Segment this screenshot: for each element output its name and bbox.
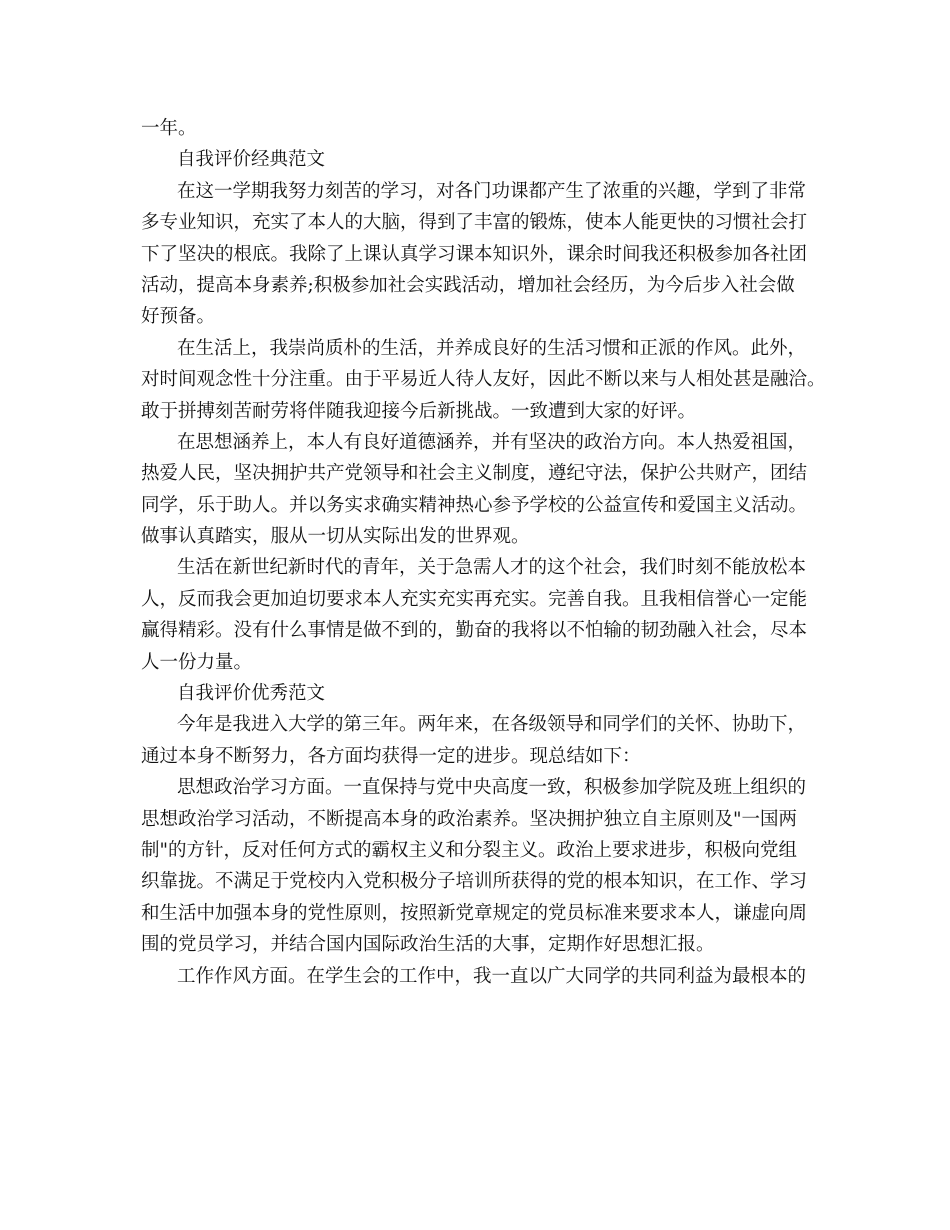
section-heading: 自我评价优秀范文	[177, 683, 326, 705]
text-line: 人一份力量。	[141, 651, 253, 673]
text-line: 围的党员学习，并结合国内国际政治生活的大事，定期作好思想汇报。	[141, 934, 715, 956]
text-line: 在这一学期我努力刻苦的学习，对各门功课都产生了浓重的兴趣，学到了非常	[177, 180, 807, 202]
text-line: 生活在新世纪新时代的青年，关于急需人才的这个社会，我们时刻不能放松本	[177, 557, 807, 579]
text-line: 和生活中加强本身的党性原则，按照新党章规定的党员标准来要求本人，谦虚向周	[141, 902, 808, 924]
text-line: 敢于拼搏刻苦耐劳将伴随我迎接今后新挑战。一致遭到大家的好评。	[141, 400, 697, 422]
text-line: 对时间观念性十分注重。由于平易近人待人友好，因此不断以来与人相处甚是融洽。	[141, 369, 826, 391]
text-line: 活动，提高本身素养;积极参加社会实践活动，增加社会经历，为今后步入社会做	[141, 274, 795, 296]
text-line: 在生活上，我崇尚质朴的生活，并养成良好的生活习惯和正派的作风。此外，	[177, 337, 807, 359]
text-line: 赢得精彩。没有什么事情是做不到的，勤奋的我将以不怕输的韧劲融入社会，尽本	[141, 620, 808, 642]
text-line: 今年是我进入大学的第三年。两年来，在各级领导和同学们的关怀、协助下，	[177, 714, 807, 736]
text-line: 一年。	[141, 118, 197, 139]
text-line: 织靠拢。不满足于党校内入党积极分子培训所获得的党的根本知识，在工作、学习	[141, 871, 808, 893]
text-line: 制"的方针，反对任何方式的霸权主义和分裂主义。政治上要求进步，积极向党组	[141, 839, 798, 861]
text-line: 同学，乐于助人。并以务实求确实精神热心参予学校的公益宣传和爱国主义活动。	[141, 494, 808, 516]
text-line: 做事认真踏实，服从一切从实际出发的世界观。	[141, 526, 530, 548]
section-heading: 自我评价经典范文	[177, 149, 326, 171]
text-line: 思想政治学习活动，不断提高本身的政治素养。坚决拥护独立自主原则及"一国两	[141, 808, 798, 830]
text-line: 下了坚决的根底。我除了上课认真学习课本知识外，课余时间我还积极参加各社团	[141, 243, 808, 265]
text-line: 多专业知识，充实了本人的大脑，得到了丰富的锻炼，使本人能更快的习惯社会打	[141, 212, 808, 234]
text-line: 思想政治学习方面。一直保持与党中央高度一致，积极参加学院及班上组织的	[177, 777, 807, 799]
text-line: 在思想涵养上，本人有良好道德涵养，并有坚决的政治方向。本人热爱祖国，	[177, 431, 807, 453]
document-body	[141, 113, 831, 992]
text-line: 工作作风方面。在学生会的工作中，我一直以广大同学的共同利益为最根本的	[177, 965, 807, 987]
text-line: 热爱人民，坚决拥护共产党领导和社会主义制度，遵纪守法，保护公共财产，团结	[141, 463, 808, 485]
text-line: 好预备。	[141, 306, 216, 328]
text-line: 通过本身不断努力，各方面均获得一定的进步。现总结如下：	[141, 745, 641, 767]
text-line: 人，反而我会更加迫切要求本人充实充实再充实。完善自我。且我相信誉心一定能	[141, 588, 808, 610]
